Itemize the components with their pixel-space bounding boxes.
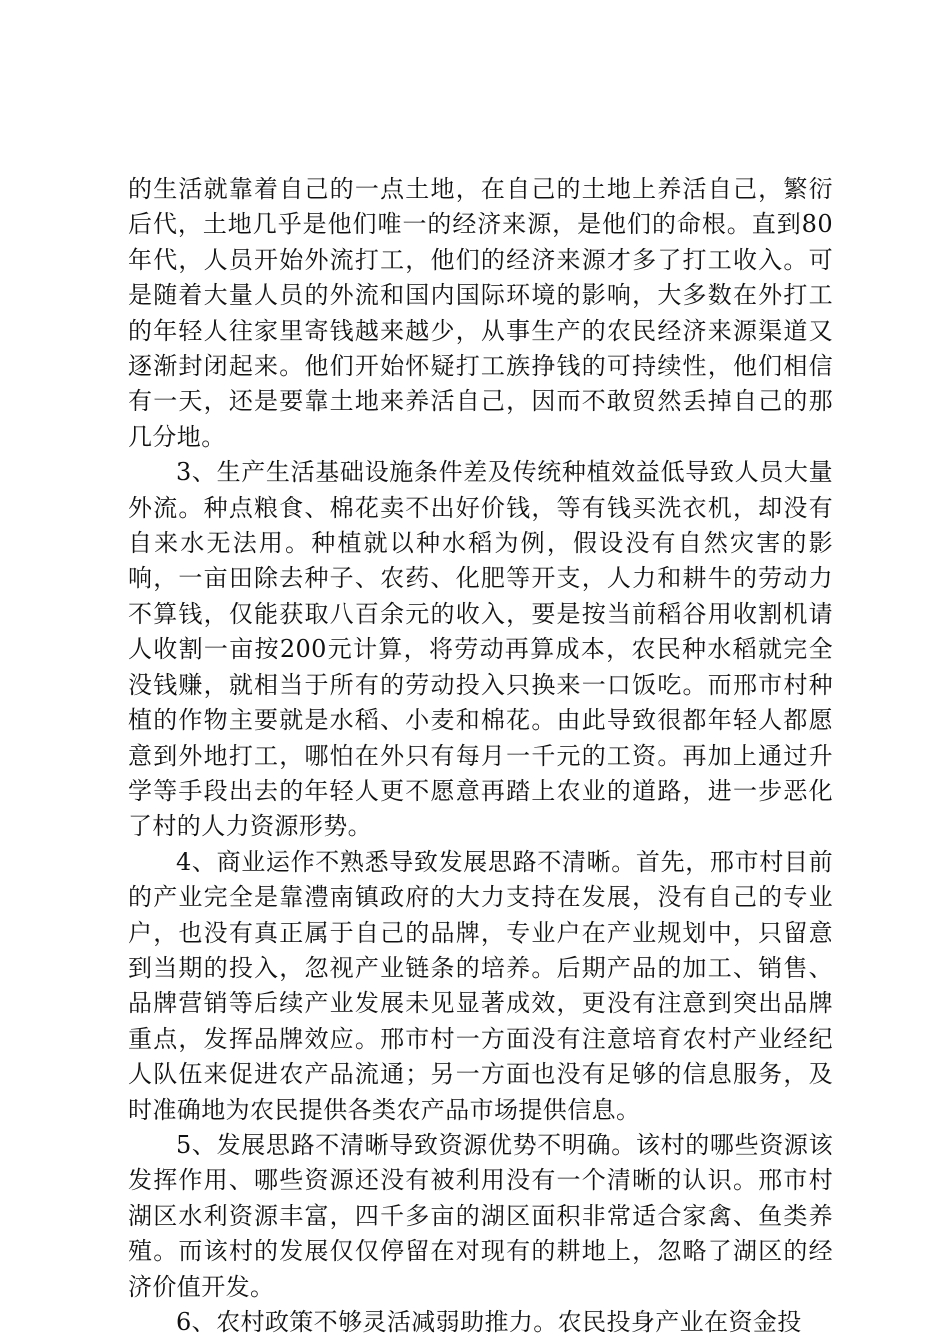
paragraph-point-5: 5、发展思路不清晰导致资源优势不明确。该村的哪些资源该发挥作用、哪些资源还没有被利用没有一个清晰的认识。邢市村湖区水利资源丰富，四千多亩的湖区面积非常适合家禽、鱼类养殖。而该村的发展仅仅停留在对现有的耕地上，忽略了湖区的经济价值开发。 (128, 1130, 833, 1301)
paragraph-continuation: 的生活就靠着自己的一点土地，在自己的土地上养活自己，繁衍后代，土地几乎是他们唯一的经济来源，是他们的命根。直到80年代，人员开始外流打工，他们的经济来源才多了打工收入。可是随着大量人员的外流和国内国际环境的影响，大多数在外打工的年轻人往家里寄钱越来越少，从事生产的农民经济来源渠道又逐渐封闭起来。他们开始怀疑打工族挣钱的可持续性，他们相信有一天，还是要靠土地来养活自己，因而不敢贸然丢掉自己的那几分地。 (128, 175, 833, 451)
paragraph-point-4: 4、商业运作不熟悉导致发展思路不清晰。首先，邢市村目前的产业完全是靠澧南镇政府的大力支持在发展，没有自己的专业户，也没有真正属于自己的品牌，专业户在产业规划中，只留意到当期的投入，忽视产业链条的培养。后期产品的加工、销售、品牌营销等后续产业发展未见显著成效，更没有注意到突出品牌重点，发挥品牌效应。邢市村一方面没有注意培育农村产业经纪人队伍来促进农产品流通；另一方面也没有足够的信息服务，及时准确地为农民提供各类农产品市场提供信息。 (128, 847, 833, 1124)
document-body (128, 172, 833, 1340)
paragraph-point-3: 3、生产生活基础设施条件差及传统种植效益低导致人员大量外流。种点粮食、棉花卖不出好价钱，等有钱买洗衣机，却没有自来水无法用。种植就以种水稻为例，假设没有自然灾害的影响，一亩田除去种子、农药、化肥等开支，人力和耕牛的劳动力不算钱，仅能获取八百余元的收入，要是按当前稻谷用收割机请人收割一亩按200元计算，将劳动再算成本，农民种水稻就完全没钱赚，就相当于所有的劳动投入只换来一口饭吃。而邢市村种植的作物主要就是水稻、小麦和棉花。由此导致很都年轻人都愿意到外地打工，哪怕在外只有每月一千元的工资。再加上通过升学等手段出去的年轻人更不愿意再踏上农业的道路，进一步恶化了村的人力资源形势。 (128, 458, 833, 841)
paragraph-point-6: 6、农村政策不够灵活减弱助推力。农民投身产业在资金投 (176, 1308, 802, 1336)
